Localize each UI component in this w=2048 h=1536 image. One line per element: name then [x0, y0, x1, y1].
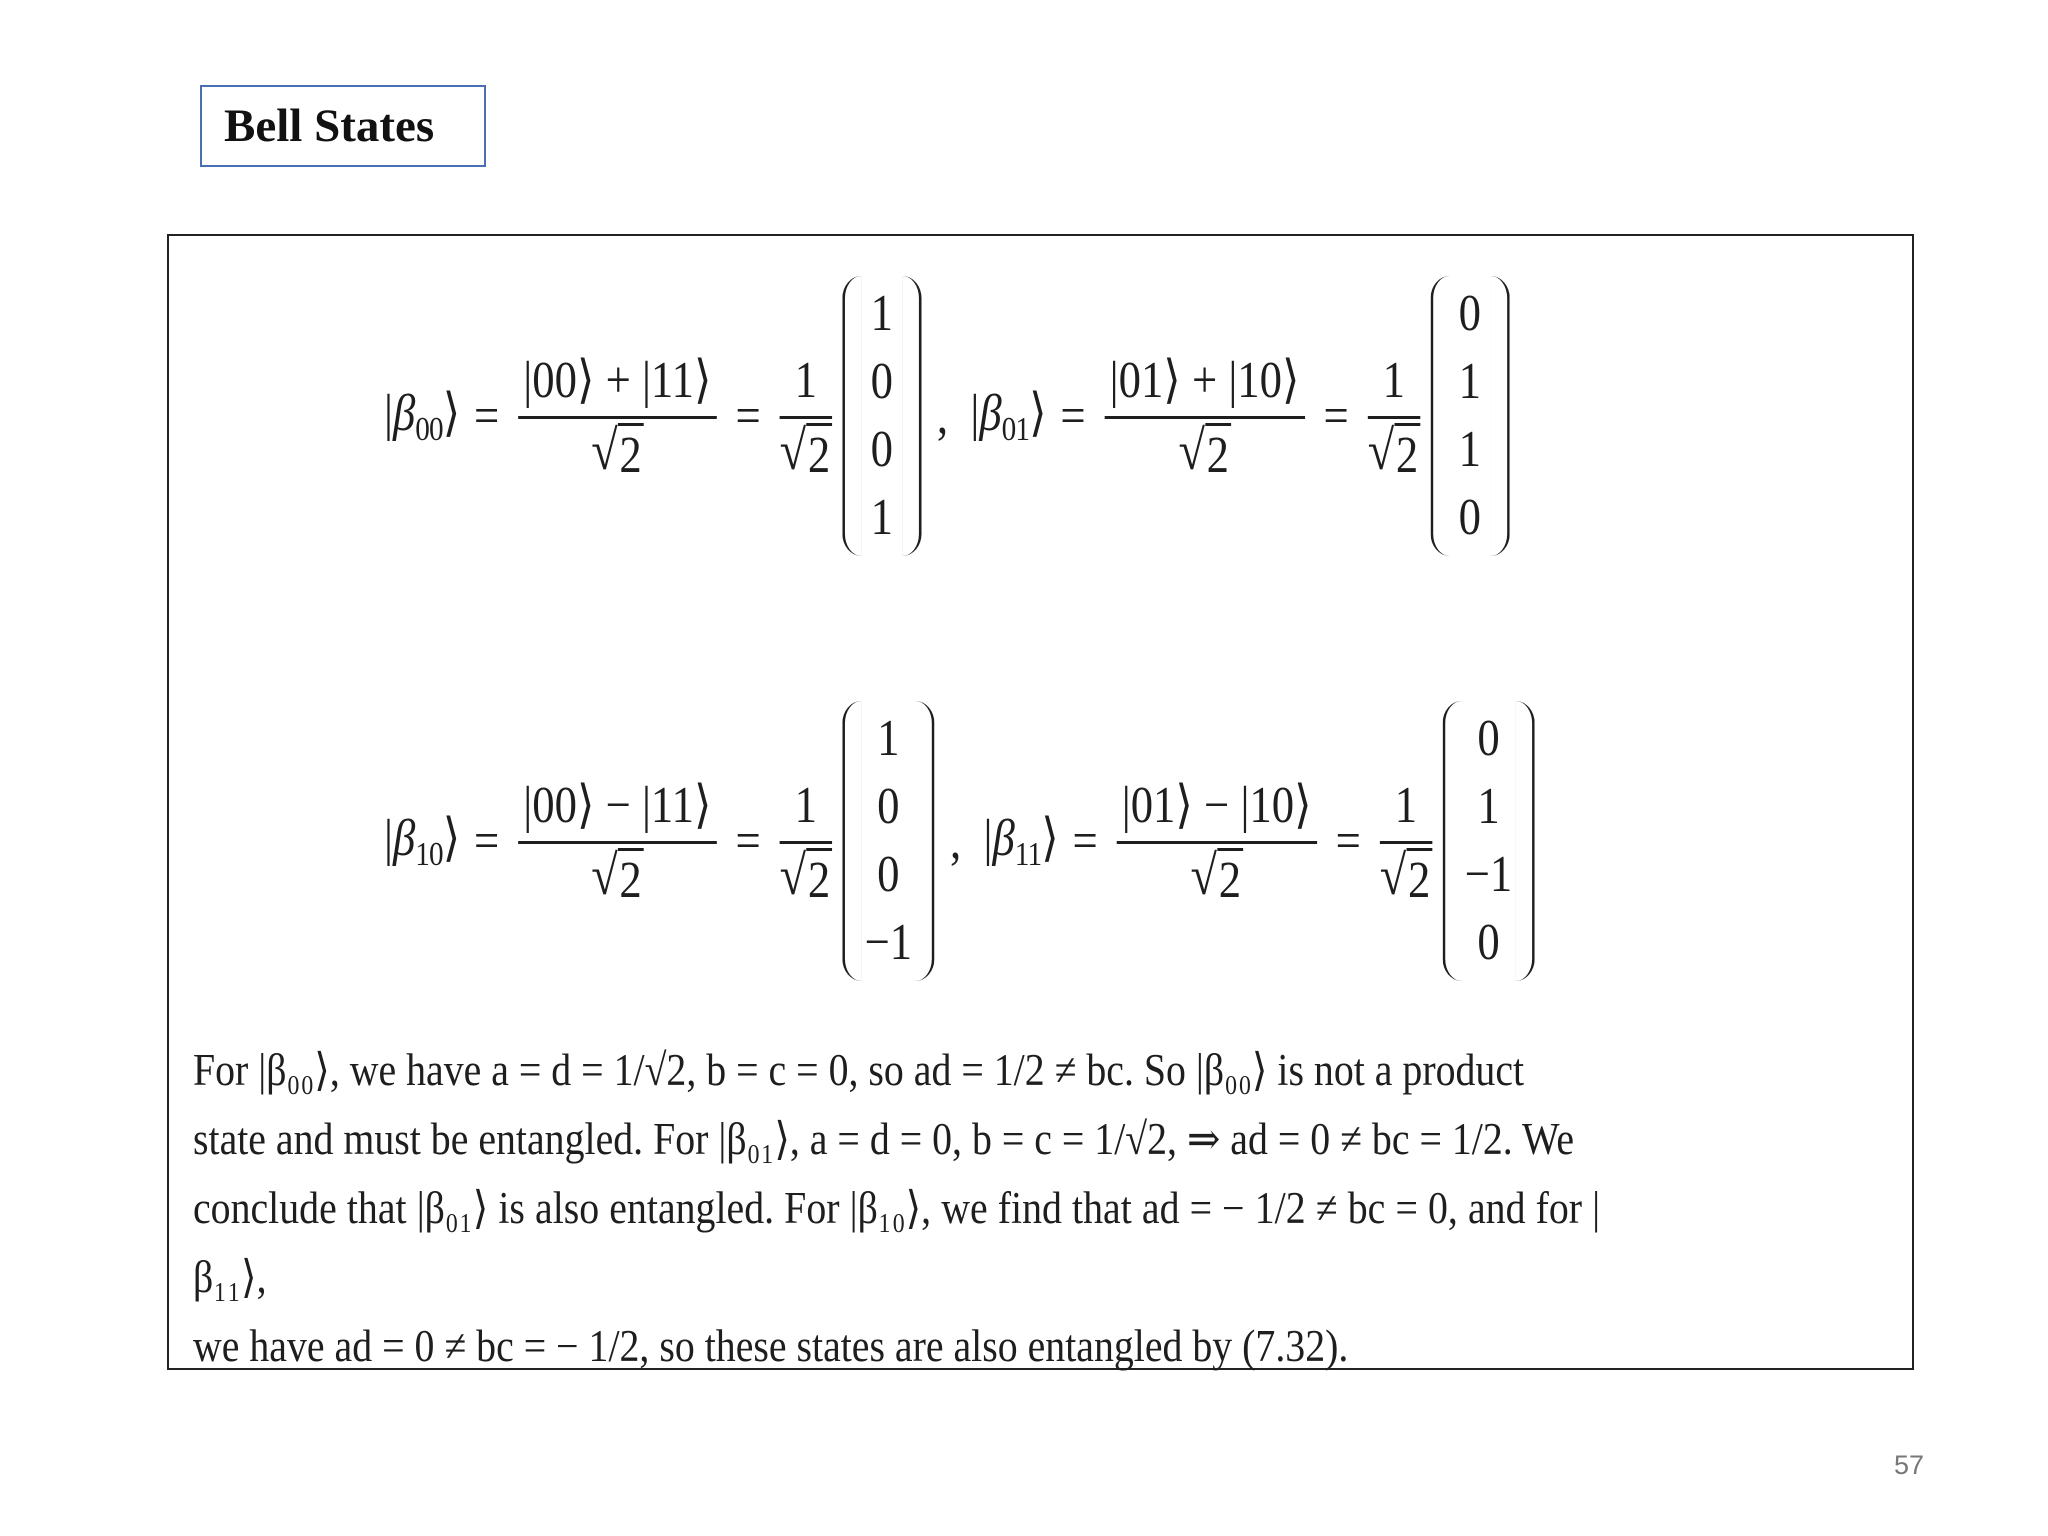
equation-figure: [167, 234, 1914, 1370]
equation-row-2: [169, 701, 1668, 981]
column-vector-b01: [1430, 276, 1509, 556]
vector-entry: 1: [870, 489, 893, 546]
vector-entry: 0: [877, 778, 900, 835]
explanation-line: conclude that |β₀₁⟩ is also entangled. For |β₁₀⟩, we find that ad = − 1/2 ≠ bc = 0, and for |β₁₁⟩,: [193, 1183, 1601, 1302]
vector-entry: 0: [1458, 489, 1481, 546]
vector-entry: 0: [870, 353, 893, 410]
vector-entry: 0: [1477, 914, 1500, 971]
explanation-line: For |β₀₀⟩, we have a = d = 1/√2, b = c = 0, so ad = 1/2 ≠ bc. So |β₀₀⟩ is not a product: [193, 1045, 1525, 1095]
equals-sign: =: [1323, 387, 1349, 445]
fraction-one-over-root2: 1 √ 2: [779, 776, 831, 909]
column-vector-b10: [842, 701, 934, 981]
equals-sign: =: [473, 812, 500, 870]
equals-sign: =: [1335, 812, 1361, 870]
explanation-line: we have ad = 0 ≠ bc = − 1/2, so these states are also entangled by (7.32).: [193, 1321, 1349, 1371]
vector-entry: 0: [870, 421, 893, 478]
equals-sign: =: [735, 812, 761, 870]
ket-beta-11: $|\beta_{11}⟩$: [983, 810, 1059, 873]
equals-sign: =: [735, 387, 761, 445]
vector-entry: 0: [877, 846, 900, 903]
slide-title: Bell States: [200, 85, 486, 167]
page-number: 57: [1893, 1450, 1924, 1480]
equals-sign: =: [1072, 812, 1098, 870]
equals-sign: =: [473, 387, 500, 445]
comma: ,: [950, 812, 962, 870]
fraction-one-over-root2: 1 √ 2: [1379, 776, 1431, 909]
fraction-one-over-root2: 1 √ 2: [1367, 351, 1419, 484]
comma: ,: [936, 387, 948, 445]
vector-entry: 0: [1477, 710, 1500, 767]
ket-beta-00: $|\beta_{00}⟩$: [384, 385, 461, 448]
fraction-one-over-root2: 1 √ 2: [779, 351, 831, 484]
explanation-line: state and must be entangled. For |β₀₁⟩, a = d = 0, b = c = 1/√2, ⇒ ad = 0 ≠ bc = 1/2. We: [193, 1114, 1575, 1164]
ket-beta-01: $|\beta_{01}⟩$: [970, 385, 1047, 448]
vector-entry: −1: [1464, 846, 1513, 903]
fraction-b01-ket-sum: |01⟩ + |10⟩ √ 2: [1104, 350, 1304, 482]
column-vector-b11: [1442, 701, 1534, 981]
vector-entry: 0: [1458, 285, 1481, 342]
equation-row-1: [169, 276, 1668, 556]
column-vector-b00: [842, 276, 921, 556]
vector-entry: −1: [864, 914, 913, 971]
vector-entry: 1: [1458, 353, 1481, 410]
equals-sign: =: [1060, 387, 1086, 445]
numerator: |00⟩ + |11⟩: [523, 352, 712, 409]
fraction-b00-ket-sum: |00⟩ + |11⟩ √ 2: [518, 350, 716, 482]
fraction-b11-ket-diff: |01⟩ − |10⟩ √ 2: [1117, 775, 1317, 907]
ket-beta-10: $|\beta_{10}⟩$: [384, 810, 461, 873]
explanation-paragraph: [193, 1036, 1600, 1381]
vector-entry: 1: [877, 710, 900, 767]
fraction-b10-ket-diff: |00⟩ − |11⟩ √ 2: [518, 775, 716, 907]
vector-entry: 1: [870, 285, 893, 342]
vector-entry: 1: [1458, 421, 1481, 478]
vector-entry: 1: [1477, 778, 1500, 835]
